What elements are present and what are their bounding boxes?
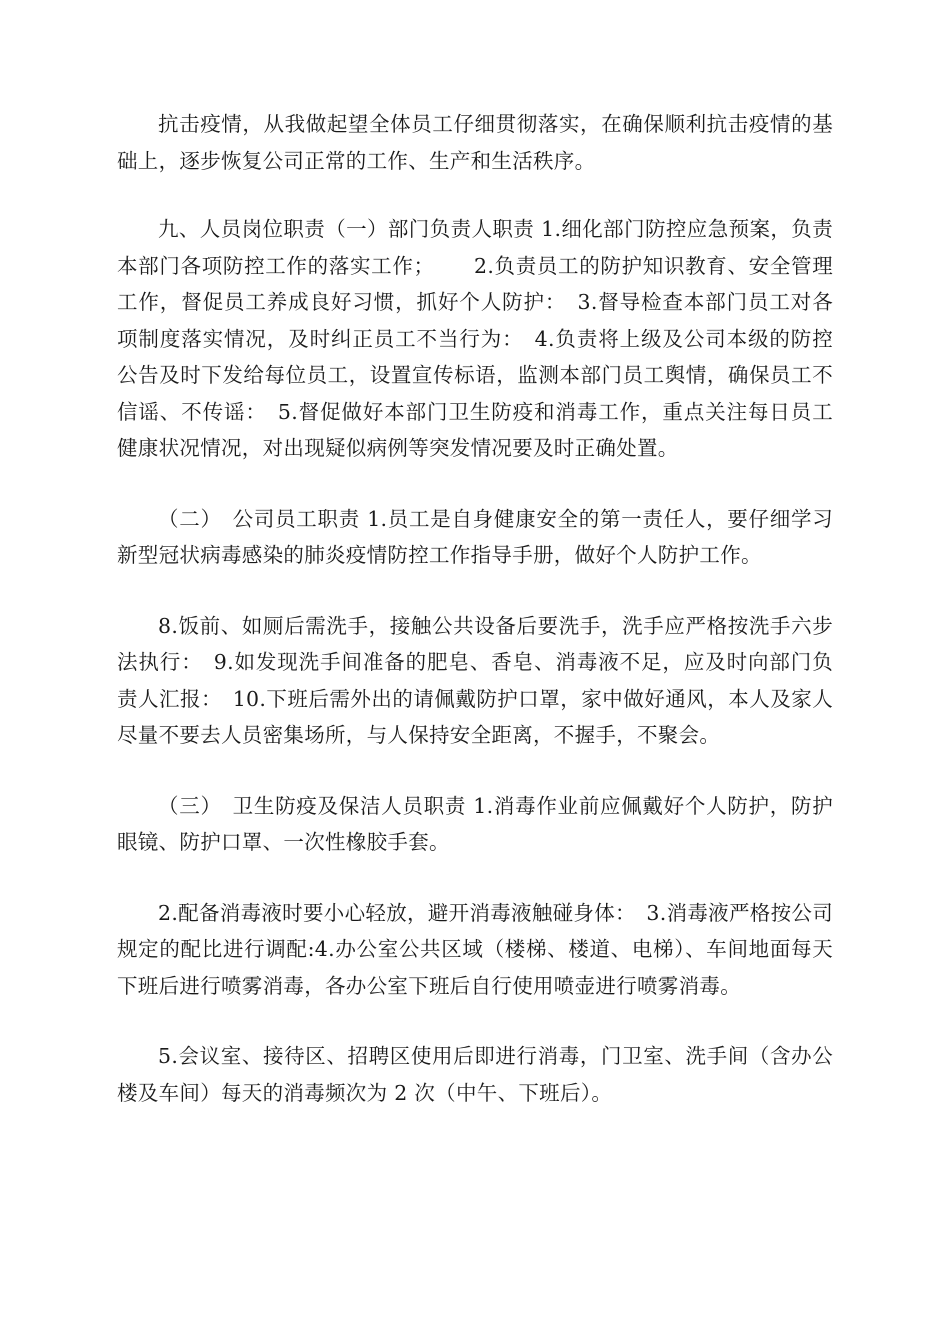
paragraph-intro: 抗击疫情，从我做起望全体员工仔细贯彻落实，在确保顺利抗击疫情的基础上，逐步恢复公司正常的工作、生产和生活秩序。: [117, 112, 833, 173]
paragraph-cleaning-staff-duties: （三） 卫生防疫及保洁人员职责 1.消毒作业前应佩戴好个人防护，防护眼镜、防护口罩、一次性橡胶手套。: [117, 793, 833, 854]
paragraph-disinfection-frequency: 5.会议室、接待区、招聘区使用后即进行消毒，门卫室、洗手间（含办公楼及车间）每天的消毒频次为 2 次（中午、下班后）。: [117, 1044, 833, 1105]
paragraph-disinfection-items: 2.配备消毒液时要小心轻放，避开消毒液触碰身体： 3.消毒液严格按公司规定的配比进行调配:4.办公室公共区域（楼梯、楼道、电梯）、车间地面每天下班后进行喷雾消毒，各办公室下班后自行使用喷壶进行喷雾消毒。: [117, 900, 833, 998]
paragraph-section-nine-dept-head-duties: 九、人员岗位职责（一）部门负责人职责 1.细化部门防控应急预案，负责本部门各项防控工作的落实工作； 2.负责员工的防护知识教育、安全管理工作，督促员工养成良好习惯，抓好个人防护： 3.督导检查本部门员工对各项制度落实情况，及时纠正员工不当行为： 4.负责将上级及公司本级的防控公告及时下发给每位员工，设置宣传标语，监测本部门员工舆情，确保员工不信谣、不传谣： 5.督促做好本部门卫生防疫和消毒工作，重点关注每日员工健康状况情况，对出现疑似病例等突发情况要及时正确处置。: [117, 217, 833, 460]
paragraph-employee-duties-items: 8.饭前、如厕后需洗手，接触公共设备后要洗手，洗手应严格按洗手六步法执行： 9.如发现洗手间准备的肥皂、香皂、消毒液不足，应及时向部门负责人汇报： 10.下班后需外出的请佩戴防护口罩，家中做好通风，本人及家人尽量不要去人员密集场所，与人保持安全距离，不握手，不聚会。: [117, 613, 833, 747]
paragraph-employee-duties: （二） 公司员工职责 1.员工是自身健康安全的第一责任人，要仔细学习新型冠状病毒感染的肺炎疫情防控工作指导手册，做好个人防护工作。: [117, 506, 833, 567]
document-body: [117, 106, 833, 1111]
